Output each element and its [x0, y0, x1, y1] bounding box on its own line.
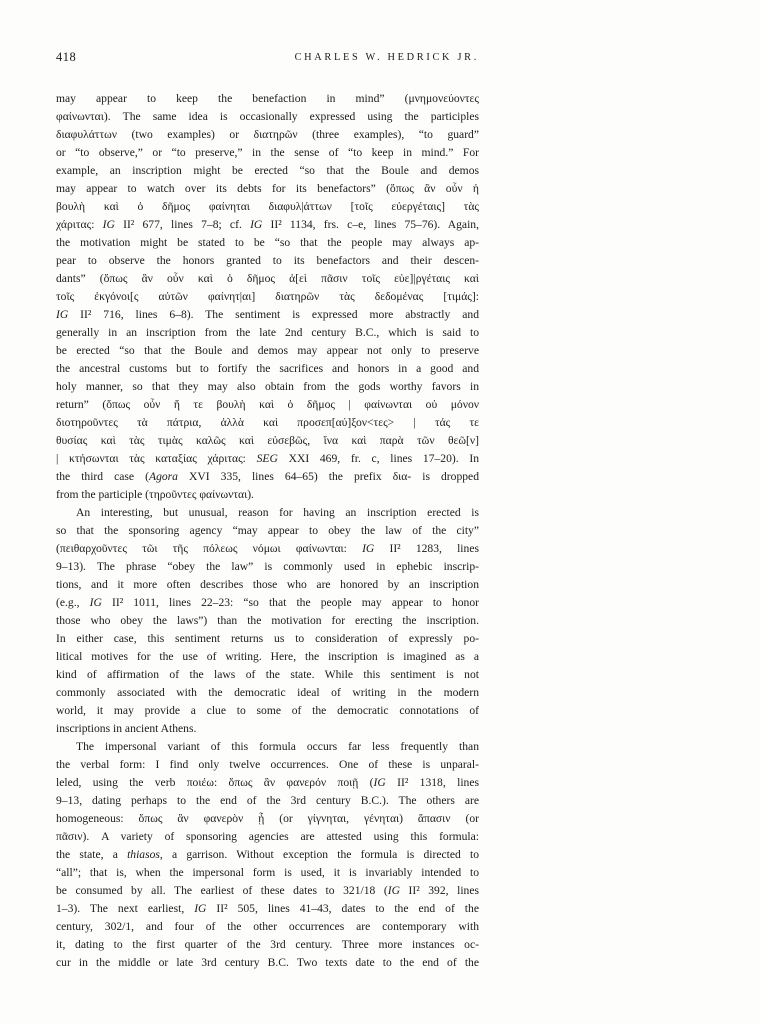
- text-line: inscriptions in ancient Athens.: [56, 722, 197, 735]
- text-line: διοτηροῦντες τὰ πάτρια, ἀλλὰ καὶ προσεπ[αύ]ξον<τες> | τάς τε: [56, 416, 479, 429]
- page-number: 418: [56, 50, 77, 64]
- text-line: world, it may provide a clue to some of the democratic connotations of: [56, 704, 479, 717]
- text-line: it, dating to the first quarter of the 3rd century. Three more instances oc-: [56, 938, 479, 951]
- text-line: (e.g., IG II² 1011, lines 22–23: “so that the people may appear to honor: [56, 596, 480, 609]
- text-line: or “to observe,” or “to preserve,” in the sense of “to keep in mind.” For: [56, 146, 479, 159]
- text-line: the motivation might be stated to be “so that the people may always ap-: [56, 236, 479, 249]
- text-line: so that the sponsoring agency “may appear to obey the law of the city”: [56, 524, 479, 537]
- running-head-author: CHARLES W. HEDRICK JR.: [294, 52, 479, 63]
- text-line: | κτήσωνται τὰς καταξίας χάριτας: SEG XXI 469, fr. c, lines 17–20). In: [56, 452, 479, 465]
- text-line: the ancestral customs but to fortify the sacrifices and honors in a good and: [56, 362, 479, 375]
- text-line: φαίνωνται). The same idea is occasionally expressed using the participles: [56, 110, 479, 123]
- text-line: may appear to watch over its debts for its benefactors” (ὅπως ἂν οὖν ἡ: [56, 182, 479, 195]
- text-line: 1–3). The next earliest, IG II² 505, lines 41–43, dates to the end of the: [56, 902, 479, 915]
- text-line: the third case (Agora XVI 335, lines 64–65) the prefix δια- is dropped: [56, 470, 479, 483]
- text-line: litical motives for the use of writing. Here, the inscription is imagined as a: [56, 650, 479, 663]
- text-line: cur in the middle or late 3rd century B.C. Two texts date to the end of the: [56, 956, 479, 969]
- text-line: IG II² 716, lines 6–8). The sentiment is expressed more abstractly and: [56, 308, 479, 321]
- text-line: πᾶσιν). A variety of sponsoring agencies are attested using this formula:: [56, 830, 479, 843]
- text-line: the state, a thiasos, a garrison. Without exception the formula is directed to: [56, 848, 479, 861]
- text-line: pear to observe the honors granted to its benefactors and their descen-: [56, 254, 479, 267]
- text-line: holy manner, so that they may also obtain from the gods worthy favors in: [56, 380, 479, 393]
- text-line: βουλὴ καὶ ὁ δῆμος φαίνηται διαφυλ|άττων [τοῖς εὐεργέταις] τὰς: [56, 200, 479, 213]
- text-line: An interesting, but unusual, reason for having an inscription erected is: [76, 506, 479, 519]
- text-line: commonly associated with the democratic ideal of writing in the modern: [56, 686, 479, 699]
- text-line: (πειθαρχοῦντες τῶι τῆς πόλεως νόμωι φαίνωνται: IG II² 1283, lines: [56, 542, 479, 555]
- text-line: χάριτας: IG II² 677, lines 7–8; cf. IG II² 1134, frs. c–e, lines 75–76). Again,: [56, 218, 479, 231]
- text-line: tions, and it more often describes those who are honored by an inscription: [56, 578, 479, 591]
- text-line: example, an inscription might be erected “so that the Boule and demos: [56, 164, 479, 177]
- text-line: be erected “so that the Boule and demos may appear not only to preserve: [56, 344, 479, 357]
- text-line: The impersonal variant of this formula occurs far less frequently than: [76, 740, 479, 753]
- text-line: be consumed by all. The earliest of these dates to 321/18 (IG II² 392, lines: [56, 884, 479, 897]
- body-text: [56, 90, 479, 972]
- paragraph: [56, 738, 479, 972]
- text-line: τοῖς ἐκγόνοι[ς αὐτῶν φαίνητ|αι] διατηρῶν τὰς δεδομένας [τιμάς]:: [56, 290, 479, 303]
- text-line: leled, using the verb ποιέω: ὅπως ἂν φανερόν ποιῇ (IG II² 1318, lines: [56, 776, 479, 789]
- paragraph: [56, 504, 479, 738]
- text-line: homogeneous: ὅπως ἂν φανερὸν ᾖ (or γίγνηται, γένηται) ἅπασιν (or: [56, 812, 479, 825]
- text-line: from the participle (τηροῦντες φαίνωνται).: [56, 488, 254, 501]
- text-line: generally in an inscription from the late 2nd century B.C., which is said to: [56, 326, 479, 339]
- text-line: those who obey the laws”) than the motivation for erecting the inscription.: [56, 614, 479, 627]
- text-line: may appear to keep the benefaction in mind” (μνημονεύοντες: [56, 92, 479, 105]
- text-line: kind of affirmation of the laws of the state. While this sentiment is not: [56, 668, 479, 681]
- text-line: dants” (ὅπως ἂν οὖν καὶ ὁ δῆμος ἀ[εὶ πᾶσιν τοῖς εὐε]|ργέταις καὶ: [56, 272, 479, 285]
- text-line: 9–13, dating perhaps to the end of the 3rd century B.C.). The others are: [56, 794, 479, 807]
- text-line: century, 302/1, and four of the other occurrences are contemporary with: [56, 920, 479, 933]
- text-line: return” (ὅπως οὖν ἥ τε βουλὴ καὶ ὁ δῆμος | φαίνωνται οὐ μόνον: [56, 398, 479, 411]
- text-line: “all”; that is, when the impersonal form is used, it is invariably intended to: [56, 866, 479, 879]
- text-line: the verbal form: I find only twelve occurrences. One of these is unparal-: [56, 758, 479, 771]
- text-line: 9–13). The phrase “obey the law” is commonly used in ephebic inscrip-: [56, 560, 479, 573]
- text-line: θυσίας καὶ τὰς τιμὰς καλῶς καὶ εὐσεβῶς, ἵνα καὶ παρὰ τῶν θεῶ[ν]: [56, 434, 479, 447]
- text-line: διαφυλάττων (two examples) or διατηρῶν (three examples), “to guard”: [56, 128, 479, 141]
- paragraph: [56, 90, 479, 504]
- text-line: In either case, this sentiment returns us to consideration of expressly po-: [56, 632, 479, 645]
